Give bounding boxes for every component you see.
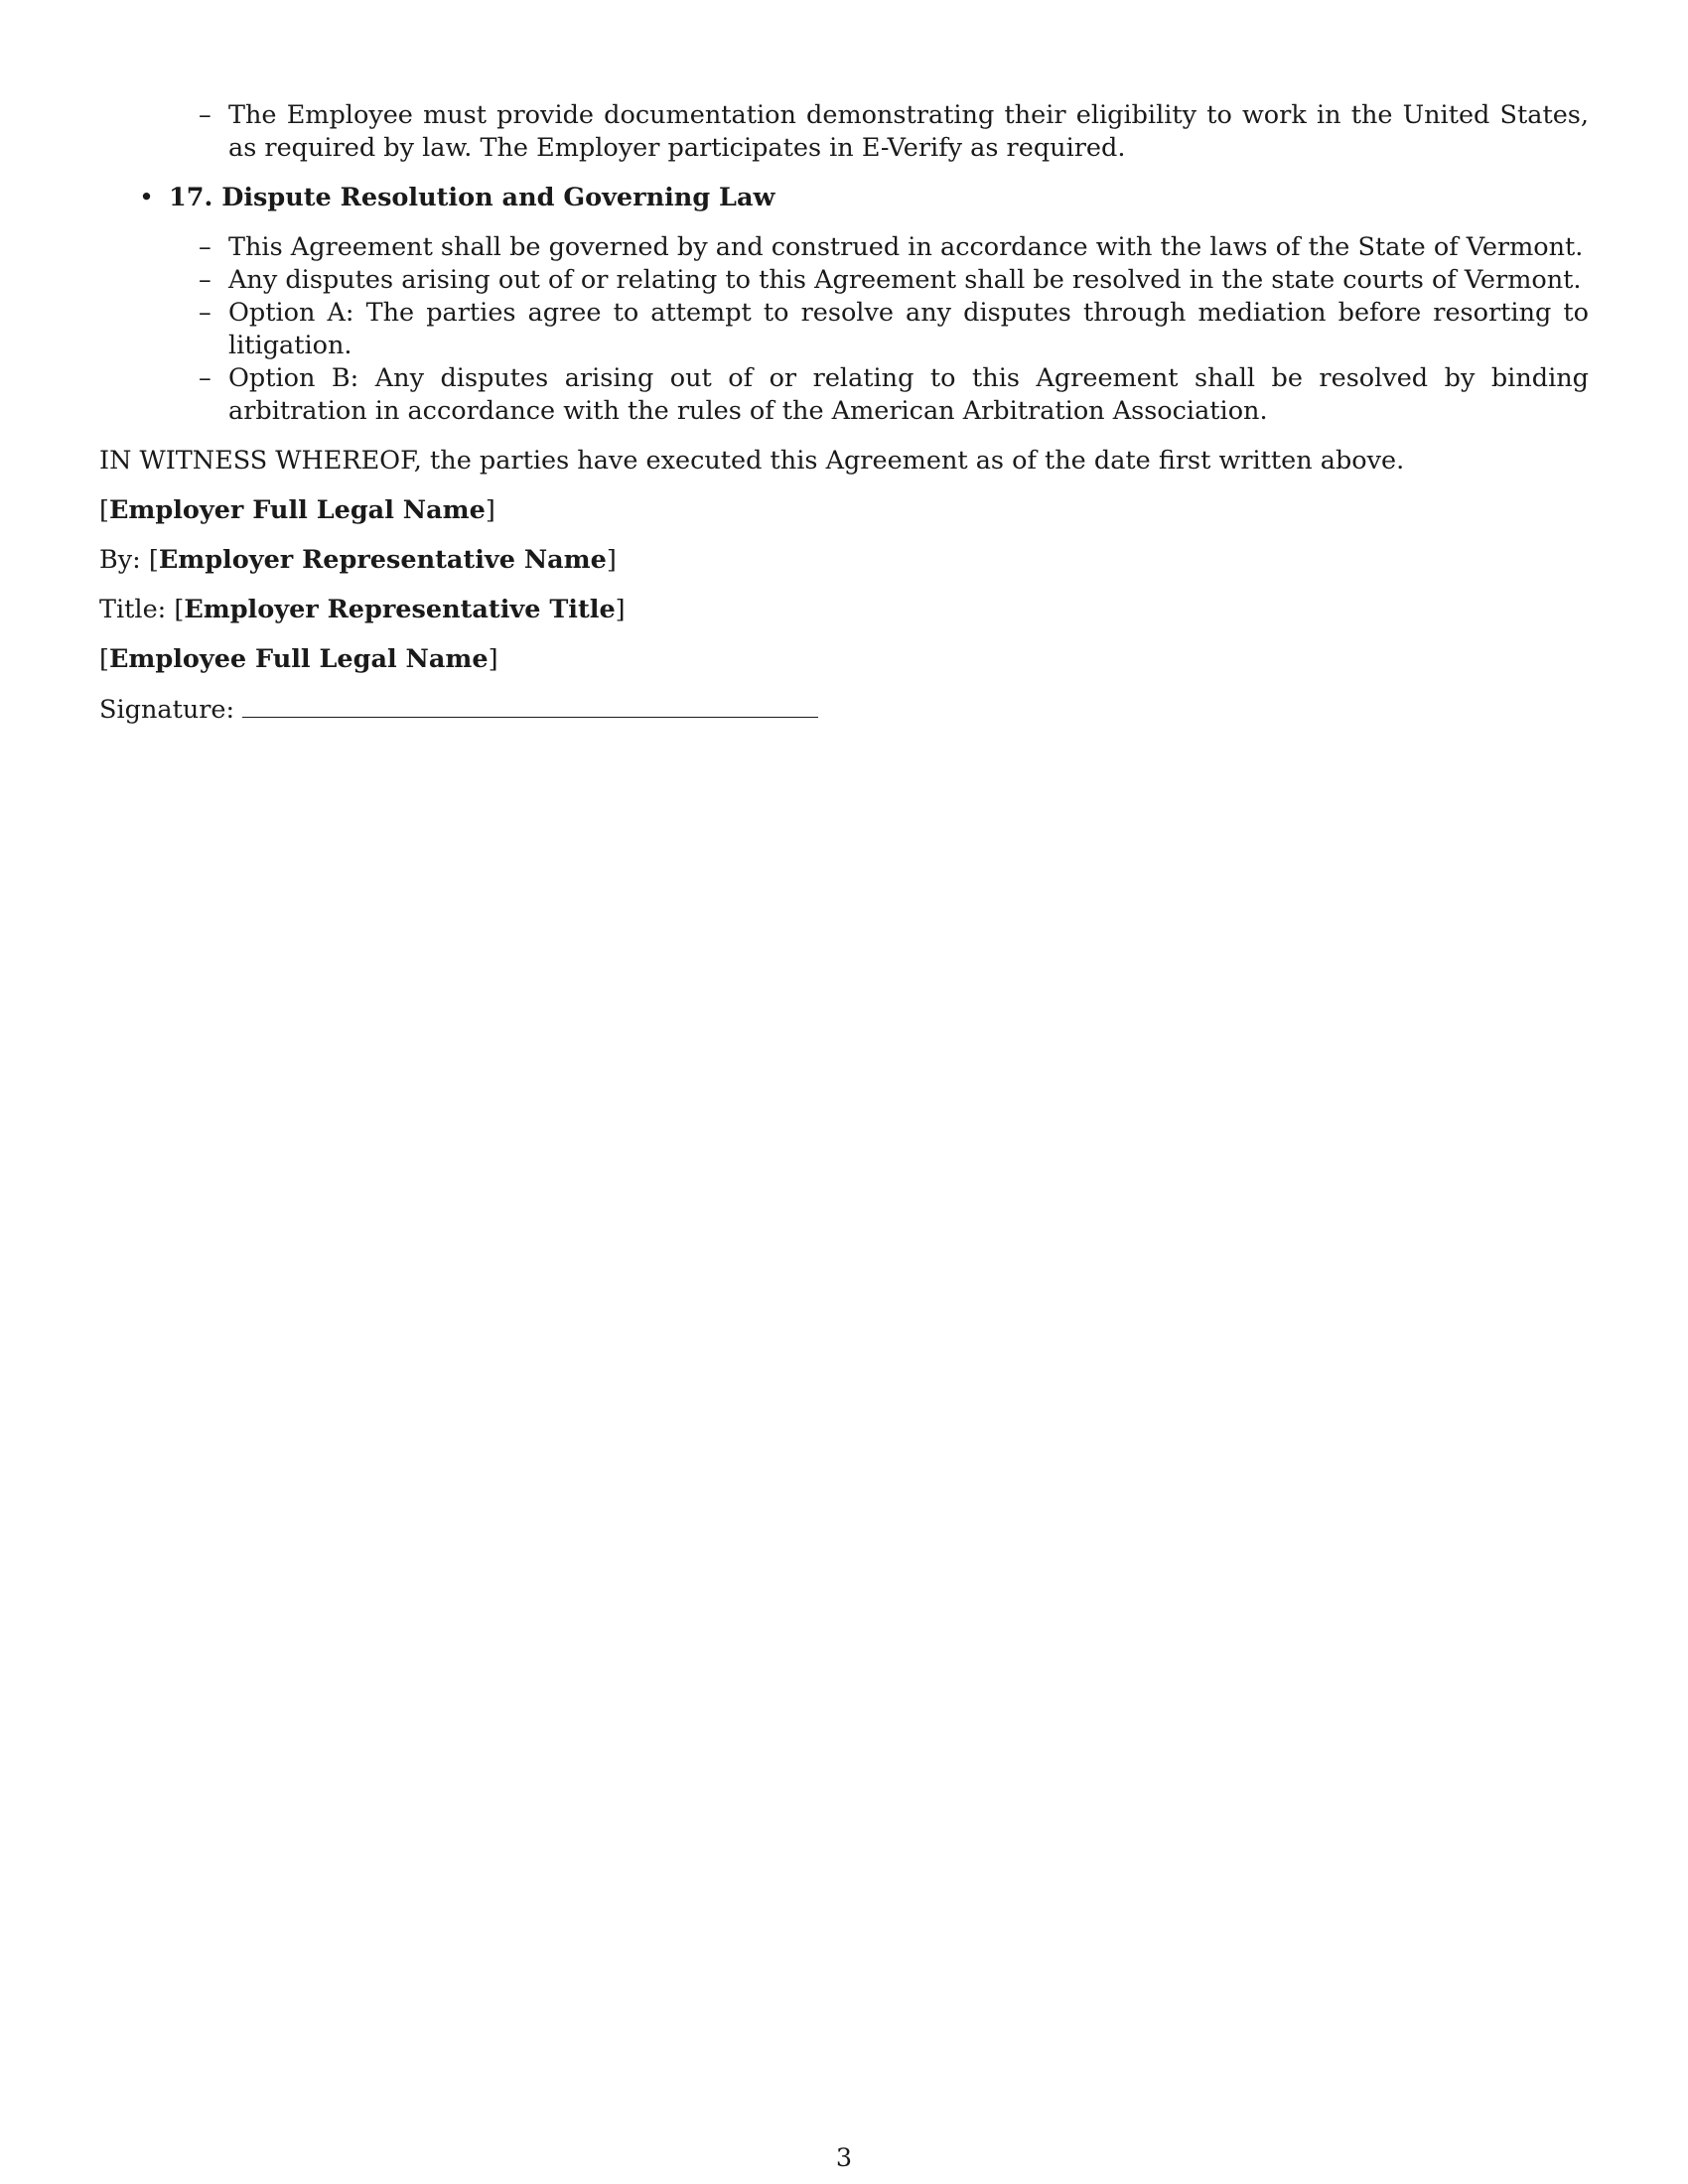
open-bracket: [ [99,644,109,674]
open-bracket: [ [148,545,159,575]
employer-rep-title-placeholder: Employer Representative Title [184,595,616,624]
section-17-items [169,231,1589,428]
signature-label: Signature: [99,695,235,725]
dash-marker: – [199,232,211,262]
by-label: By: [99,545,141,575]
list-item-text: The Employee must provide documentation demonstrating their eligibility to work in the United States, as required by law. The Employer participates in E-Verify as required. [228,100,1589,163]
list-item [199,362,1589,428]
dash-marker: – [199,265,211,295]
list-item [199,264,1589,297]
document-page [99,99,1589,727]
list-item-text: Option B: Any disputes arising out of or relating to this Agreement shall be resolved by binding arbitration in accordance with the rules of the American Arbitration Association. [228,363,1589,426]
carryover-list [99,99,1589,165]
employer-rep-line [99,544,1589,577]
employer-rep-name-placeholder: Employer Representative Name [158,545,607,575]
employer-name-placeholder: Employer Full Legal Name [108,495,486,525]
list-item-text: This Agreement shall be governed by and construed in accordance with the laws of the State of Vermont. [228,232,1584,262]
title-label: Title: [99,595,167,624]
section-title: 17. Dispute Resolution and Governing Law [169,183,775,212]
employee-name-placeholder: Employee Full Legal Name [108,644,489,674]
page-number: 3 [835,2143,853,2173]
signature-line [99,693,1589,727]
section-17 [139,182,1589,428]
section-list [99,182,1589,428]
list-item-text: Any disputes arising out of or relating to this Agreement shall be resolved in the state courts of Vermont. [228,265,1582,295]
dash-marker: – [199,298,211,328]
close-bracket: ] [606,545,617,575]
open-bracket: [ [99,495,109,525]
employer-title-line [99,594,1589,626]
dash-marker: – [199,100,211,130]
list-item [199,99,1589,165]
open-bracket: [ [174,595,185,624]
list-item [199,231,1589,264]
dash-marker: – [199,363,211,393]
list-item-text: Option A: The parties agree to attempt to resolve any disputes through mediation before resorting to litigation. [228,298,1589,360]
bullet-marker: • [139,183,155,212]
employee-name-line [99,643,1589,676]
close-bracket: ] [485,495,495,525]
witness-clause: IN WITNESS WHEREOF, the parties have executed this Agreement as of the date first written above. [99,446,1405,476]
close-bracket: ] [615,595,626,624]
list-item [199,297,1589,362]
signature-blank[interactable] [242,693,818,718]
employer-name-line [99,494,1589,527]
close-bracket: ] [488,644,498,674]
